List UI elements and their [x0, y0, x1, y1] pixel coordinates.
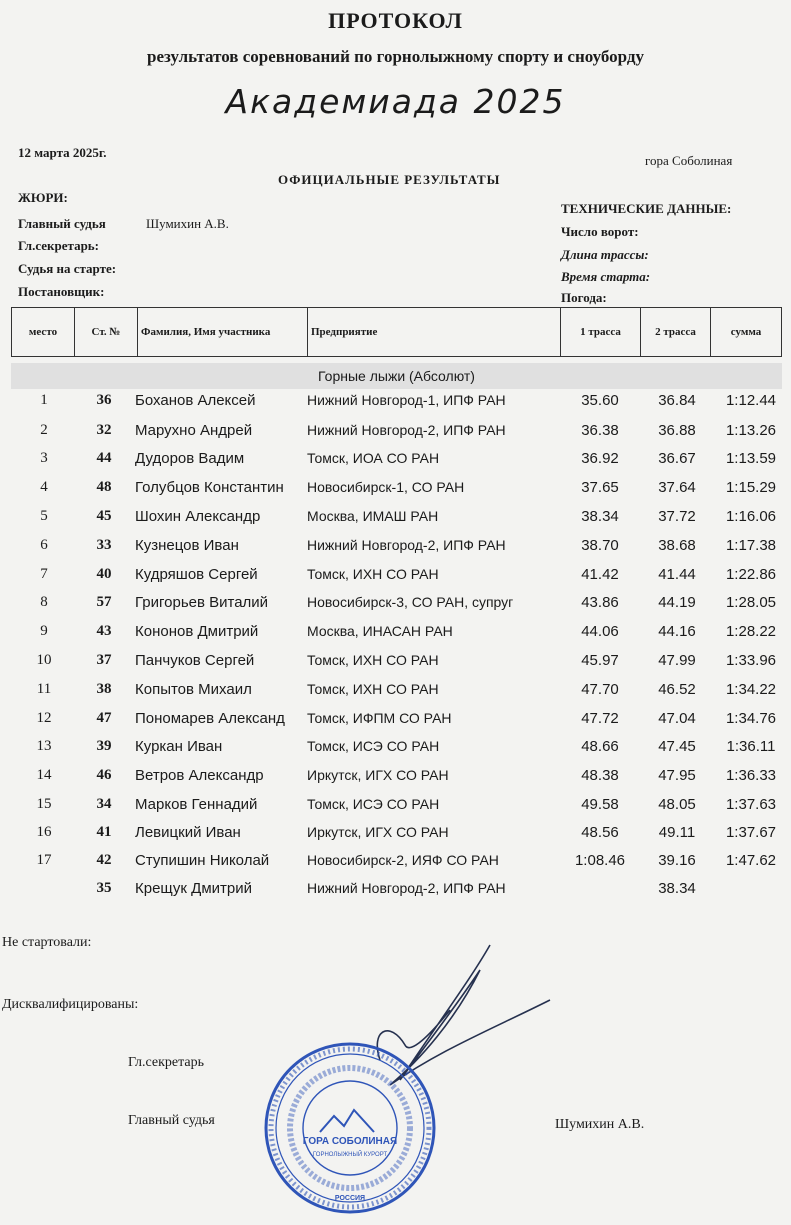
total-time: 1:28.05: [725, 594, 777, 611]
table-row: [0, 710, 791, 738]
athlete-name: Кононов Дмитрий: [135, 623, 259, 640]
run1-time: 44.06: [581, 623, 619, 640]
run1-time: 35.60: [581, 392, 619, 409]
jury-heading: ЖЮРИ:: [18, 190, 68, 205]
organization: Новосибирск-3, СО РАН, супруг: [307, 594, 514, 610]
place: 1: [40, 392, 48, 408]
run1-time: 48.56: [581, 824, 619, 841]
table-row: [0, 537, 791, 565]
svg-text:ГОРА СОБОЛИНАЯ: ГОРА СОБОЛИНАЯ: [302, 1136, 398, 1147]
run1-time: 47.70: [581, 681, 619, 698]
run1-time: 1:08.46: [574, 852, 626, 869]
organization: Томск, ИХН СО РАН: [307, 681, 439, 697]
athlete-name: Шохин Александр: [135, 508, 261, 525]
run2-time: 48.05: [658, 796, 696, 813]
start-time-label: Время старта:: [561, 269, 651, 284]
gates-label: Число ворот:: [561, 224, 639, 239]
place: 3: [40, 450, 48, 466]
tech-data-heading: ТЕХНИЧЕСКИЕ ДАННЫЕ:: [561, 201, 732, 216]
bib-number: 45: [96, 508, 112, 524]
table-row: [0, 738, 791, 766]
run2-time: 47.95: [658, 767, 696, 784]
results-table-header: [11, 307, 782, 357]
col-name: Фамилия, Имя участника: [138, 308, 308, 356]
total-time: 1:13.59: [725, 450, 777, 467]
bib-number: 43: [96, 623, 112, 639]
place: 2: [40, 422, 48, 438]
organization: Нижний Новгород-2, ИПФ РАН: [307, 880, 506, 896]
date: 12 марта 2025г.: [18, 145, 107, 160]
bib-number: 44: [96, 450, 112, 466]
place: 4: [40, 479, 48, 495]
total-time: 1:12.44: [725, 392, 777, 409]
run2-time: 41.44: [658, 566, 696, 583]
total-time: 1:22.86: [725, 566, 777, 583]
bib-number: 35: [96, 880, 112, 896]
organization: Москва, ИМАШ РАН: [307, 508, 439, 524]
table-row: [0, 796, 791, 824]
organization: Томск, ИСЭ СО РАН: [307, 796, 440, 812]
svg-text:ГОРНОЛЫЖНЫЙ КУРОРТ: ГОРНОЛЫЖНЫЙ КУРОРТ: [312, 1152, 388, 1158]
footer-chief-judge-name: Шумихин А.В.: [555, 1117, 645, 1132]
total-time: 1:34.76: [725, 710, 777, 727]
place: 11: [36, 681, 52, 697]
bib-number: 33: [96, 537, 112, 553]
total-time: 1:37.67: [725, 824, 777, 841]
run1-time: 41.42: [581, 566, 619, 583]
event-name: Академиада 2025: [225, 82, 566, 121]
place: 9: [40, 623, 48, 639]
table-row: [0, 392, 791, 420]
bib-number: 46: [96, 767, 112, 783]
official-results-heading: ОФИЦИАЛЬНЫЕ РЕЗУЛЬТАТЫ: [278, 172, 501, 187]
table-row: [0, 767, 791, 795]
place: 7: [40, 566, 48, 582]
run2-time: 36.88: [658, 422, 696, 439]
athlete-name: Кузнецов Иван: [135, 537, 239, 554]
run1-time: 38.34: [581, 508, 619, 525]
bib-number: 32: [96, 422, 112, 438]
total-time: 1:17.38: [725, 537, 777, 554]
svg-text:РОССИЯ: РОССИЯ: [334, 1195, 366, 1202]
col-org: Предприятие: [308, 308, 561, 356]
place: 5: [40, 508, 48, 524]
organization: Иркутск, ИГХ СО РАН: [307, 767, 449, 783]
place: 14: [36, 767, 52, 783]
run2-time: 47.04: [658, 710, 696, 727]
col-sum: сумма: [730, 326, 762, 338]
run1-time: 37.65: [581, 479, 619, 496]
total-time: 1:28.22: [725, 623, 777, 640]
bib-number: 39: [96, 738, 112, 754]
official-stamp-image: [262, 1040, 438, 1216]
dsq-label: Дисквалифицированы:: [2, 997, 139, 1012]
run2-time: 37.72: [658, 508, 696, 525]
athlete-name: Григорьев Виталий: [135, 594, 269, 611]
run2-time: 44.19: [658, 594, 696, 611]
run1-time: 48.66: [581, 738, 619, 755]
run2-time: 36.67: [658, 450, 696, 467]
place: 15: [36, 796, 52, 812]
athlete-name: Панчуков Сергей: [135, 652, 255, 669]
weather-label: Погода:: [561, 290, 607, 305]
place: 8: [40, 594, 48, 610]
run2-time: 47.45: [658, 738, 696, 755]
athlete-name: Боханов Алексей: [135, 392, 256, 409]
table-row: [0, 479, 791, 507]
bib-number: 37: [96, 652, 112, 668]
total-time: 1:33.96: [725, 652, 777, 669]
run2-time: 49.11: [658, 824, 696, 841]
total-time: 1:15.29: [725, 479, 777, 496]
athlete-name: Голубцов Константин: [135, 479, 284, 496]
place: 17: [36, 852, 52, 868]
organization: Новосибирск-2, ИЯФ СО РАН: [307, 852, 499, 868]
place: 16: [36, 824, 52, 840]
athlete-name: Куркан Иван: [135, 738, 223, 755]
bib-number: 34: [96, 796, 112, 812]
total-time: 1:37.63: [725, 796, 777, 813]
col-bib: Ст. №: [75, 308, 138, 356]
athlete-name: Марков Геннадий: [135, 796, 258, 813]
organization: Нижний Новгород-1, ИПФ РАН: [307, 392, 506, 408]
run1-time: 43.86: [581, 594, 619, 611]
table-row: [0, 880, 791, 908]
bib-number: 48: [96, 479, 112, 495]
table-row: [0, 824, 791, 852]
footer-chief-judge-label: Главный судья: [128, 1113, 215, 1128]
discipline-section: Горные лыжи (Абсолют): [11, 363, 782, 389]
bib-number: 57: [96, 594, 112, 610]
col-run1: 1 трасса: [561, 308, 641, 356]
athlete-name: Пономарев Александ: [135, 710, 285, 727]
organization: Томск, ИОА СО РАН: [307, 450, 440, 466]
organization: Томск, ИХН СО РАН: [307, 652, 439, 668]
athlete-name: Дудоров Вадим: [135, 450, 245, 467]
footer-secretary-label: Гл.секретарь: [128, 1055, 205, 1070]
bib-number: 38: [96, 681, 112, 697]
athlete-name: Копытов Михаил: [135, 681, 252, 698]
athlete-name: Кудряшов Сергей: [135, 566, 258, 583]
course-setter-label: Постановщик:: [18, 284, 105, 299]
organization: Томск, ИХН СО РАН: [307, 566, 439, 582]
course-length-label: Длина трассы:: [561, 247, 649, 262]
run1-time: 36.92: [581, 450, 619, 467]
secretary-label: Гл.секретарь:: [18, 238, 100, 253]
location: гора Соболиная: [645, 153, 733, 168]
athlete-name: Крещук Дмитрий: [135, 880, 252, 897]
total-time: 1:36.11: [726, 738, 776, 755]
organization: Иркутск, ИГХ СО РАН: [307, 824, 449, 840]
dns-label: Не стартовали:: [2, 935, 92, 950]
place: 12: [36, 710, 52, 726]
total-time: 1:16.06: [725, 508, 777, 525]
bib-number: 47: [96, 710, 112, 726]
run1-time: 49.58: [581, 796, 619, 813]
chief-judge-name: Шумихин А.В.: [146, 216, 229, 231]
run1-time: 38.70: [581, 537, 619, 554]
col-run2: 2 трасса: [641, 308, 711, 356]
total-time: 1:34.22: [725, 681, 777, 698]
run2-time: 38.34: [658, 880, 696, 897]
bib-number: 42: [96, 852, 112, 868]
start-judge-label: Судья на старте:: [18, 261, 117, 276]
athlete-name: Левицкий Иван: [135, 824, 241, 841]
table-row: [0, 450, 791, 478]
col-place: место: [12, 308, 75, 356]
place: 6: [40, 537, 48, 553]
run2-time: 36.84: [658, 392, 696, 409]
organization: Томск, ИСЭ СО РАН: [307, 738, 440, 754]
bib-number: 41: [96, 824, 112, 840]
table-row: [0, 852, 791, 880]
table-row: [0, 652, 791, 680]
document-title: ПРОТОКОЛ: [328, 8, 463, 33]
organization: Томск, ИФПМ СО РАН: [307, 710, 452, 726]
run1-time: 48.38: [581, 767, 619, 784]
table-row: [0, 566, 791, 594]
run1-time: 47.72: [581, 710, 619, 727]
organization: Нижний Новгород-2, ИПФ РАН: [307, 422, 506, 438]
place: 10: [36, 652, 52, 668]
organization: Москва, ИНАСАН РАН: [307, 623, 453, 639]
bib-number: 36: [96, 392, 112, 408]
table-row: [0, 623, 791, 651]
athlete-name: Ветров Александр: [135, 767, 264, 784]
run2-time: 46.52: [658, 681, 696, 698]
run2-time: 47.99: [658, 652, 696, 669]
organization: Новосибирск-1, СО РАН: [307, 479, 465, 495]
chief-judge-label: Главный судья: [18, 216, 106, 231]
run1-time: 36.38: [581, 422, 619, 439]
table-row: [0, 681, 791, 709]
document-subtitle: результатов соревнований по горнолыжному спорту и сноуборду: [147, 47, 644, 66]
run1-time: 45.97: [581, 652, 619, 669]
total-time: 1:47.62: [725, 852, 777, 869]
place: 13: [36, 738, 52, 754]
total-time: 1:36.33: [725, 767, 777, 784]
organization: Нижний Новгород-2, ИПФ РАН: [307, 537, 506, 553]
table-row: [0, 422, 791, 450]
table-row: [0, 594, 791, 622]
run2-time: 39.16: [658, 852, 696, 869]
total-time: 1:13.26: [725, 422, 777, 439]
run2-time: 44.16: [658, 623, 696, 640]
table-row: [0, 508, 791, 536]
athlete-name: Марухно Андрей: [135, 422, 253, 439]
bib-number: 40: [96, 566, 112, 582]
run2-time: 38.68: [658, 537, 696, 554]
athlete-name: Ступишин Николай: [135, 852, 270, 869]
run2-time: 37.64: [658, 479, 696, 496]
